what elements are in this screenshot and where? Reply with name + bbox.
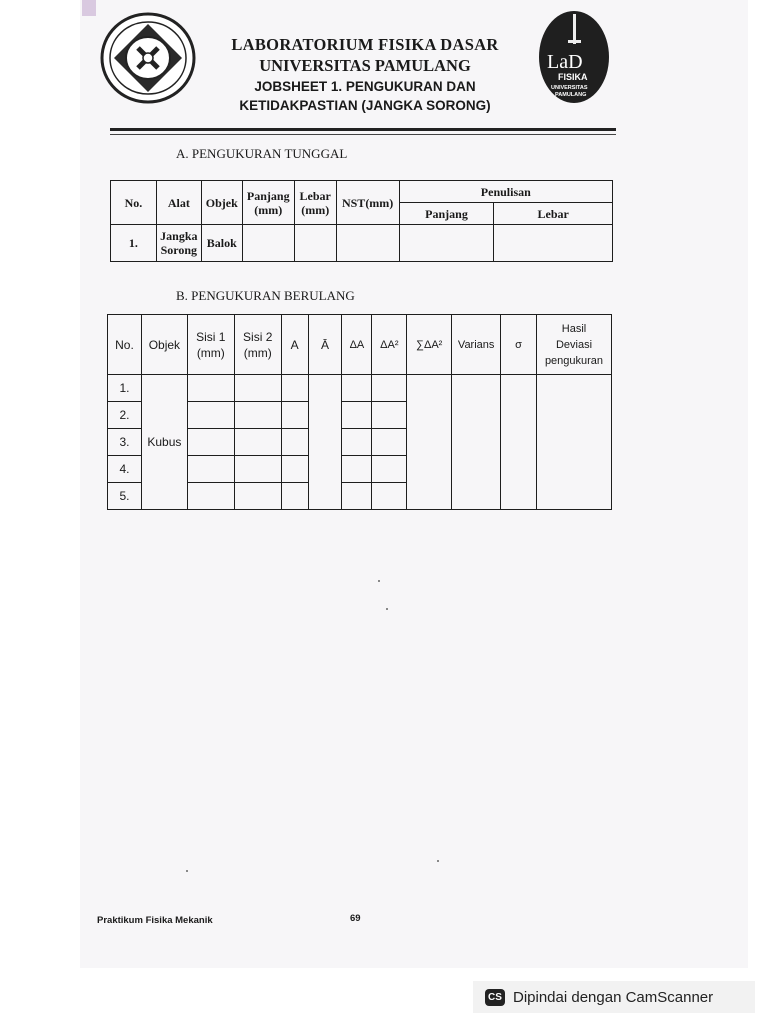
cell-sisi2: [234, 483, 281, 510]
repeated-measurement-table: [107, 314, 612, 510]
header-delta-a: ΔA: [342, 315, 372, 375]
cell-a-bar: [308, 375, 342, 510]
cell-sisi1: [187, 429, 234, 456]
corner-mark: [82, 0, 96, 16]
university-seal-logo: [100, 12, 196, 104]
header-delta-a2: ΔA²: [372, 315, 407, 375]
cell-delta-a: [342, 402, 372, 429]
svg-text:LaD: LaD: [547, 51, 583, 73]
section-b-title: B. PENGUKURAN BERULANG: [176, 288, 355, 303]
cell-sisi1: [187, 456, 234, 483]
header-nst: NST(mm): [336, 181, 399, 225]
header-panjang-mm: Panjang (mm): [242, 181, 294, 225]
header-rule: [110, 128, 616, 131]
header-sigma: σ: [501, 315, 537, 375]
scan-speck: [386, 608, 388, 610]
cell-hasil: [537, 375, 612, 510]
cell-delta-a: [342, 375, 372, 402]
header-penulisan: Penulisan: [399, 181, 612, 203]
cell-panjang: [242, 225, 294, 262]
camscanner-text: Dipindai dengan CamScanner: [513, 988, 714, 1006]
header-a-bar: Ā: [308, 315, 342, 375]
jobsheet-title: JOBSHEET 1. PENGUKURAN DAN: [254, 79, 476, 94]
header-hasil-deviasi: Hasil Deviasi pengukuran: [537, 315, 612, 375]
cell-sisi2: [234, 429, 281, 456]
cell-delta-a2: [372, 429, 407, 456]
cell-delta-a2: [372, 483, 407, 510]
table-row: [111, 225, 613, 262]
camscanner-icon: CS: [485, 989, 505, 1006]
cell-no: 1.: [111, 225, 157, 262]
header-no: No.: [111, 181, 157, 225]
cell-sisi2: [234, 375, 281, 402]
cell-delta-a2: [372, 402, 407, 429]
cell-a: [281, 483, 308, 510]
cell-no: 3.: [108, 429, 142, 456]
section-a-title: A. PENGUKURAN TUNGGAL: [176, 146, 348, 161]
svg-text:FISIKA: FISIKA: [558, 72, 588, 82]
single-measurement-table: [110, 180, 613, 262]
cell-alat: Jangka Sorong: [156, 225, 201, 262]
cell-sisi1: [187, 375, 234, 402]
header-sum-delta-a2: ∑ΔA²: [407, 315, 452, 375]
cell-a: [281, 456, 308, 483]
cell-sisi1: [187, 483, 234, 510]
cell-a: [281, 429, 308, 456]
svg-text:UNIVERSITAS: UNIVERSITAS: [551, 85, 588, 91]
table-row: [108, 375, 612, 402]
cell-penulisan-lebar: [494, 225, 613, 262]
cell-lebar: [294, 225, 336, 262]
cell-sisi1: [187, 402, 234, 429]
cell-objek-kubus: Kubus: [141, 375, 187, 510]
svg-text:PAMULANG: PAMULANG: [555, 92, 587, 98]
header-sisi2: Sisi 2 (mm): [234, 315, 281, 375]
header-penulisan-lebar: Lebar: [494, 203, 613, 225]
cell-no: 4.: [108, 456, 142, 483]
header-alat: Alat: [156, 181, 201, 225]
scan-speck: [378, 580, 380, 582]
cell-delta-a: [342, 483, 372, 510]
cell-nst: [336, 225, 399, 262]
cell-a: [281, 402, 308, 429]
scan-speck: [186, 870, 188, 872]
header-varians: Varians: [452, 315, 501, 375]
cell-no: 1.: [108, 375, 142, 402]
footer-course-name: Praktikum Fisika Mekanik: [97, 915, 213, 926]
cell-sisi2: [234, 456, 281, 483]
header-no: No.: [108, 315, 142, 375]
header-lebar-mm: Lebar (mm): [294, 181, 336, 225]
cell-no: 2.: [108, 402, 142, 429]
camscanner-watermark: [473, 981, 755, 1013]
cell-delta-a: [342, 456, 372, 483]
jobsheet-subtitle: KETIDAKPASTIAN (JANGKA SORONG): [239, 98, 491, 113]
scan-speck: [437, 860, 439, 862]
header-a: A: [281, 315, 308, 375]
header-objek: Objek: [201, 181, 242, 225]
university-name: UNIVERSITAS PAMULANG: [259, 56, 471, 75]
lab-name: LABORATORIUM FISIKA DASAR: [231, 35, 499, 54]
cell-delta-a2: [372, 375, 407, 402]
header-rule-thin: [110, 134, 616, 135]
cell-objek: Balok: [201, 225, 242, 262]
header-penulisan-panjang: Panjang: [399, 203, 494, 225]
cell-sigma: [501, 375, 537, 510]
lab-fisika-logo: [538, 10, 610, 104]
cell-sum-delta-a2: [407, 375, 452, 510]
page-number: 69: [350, 913, 361, 924]
cell-no: 5.: [108, 483, 142, 510]
header-sisi1: Sisi 1 (mm): [187, 315, 234, 375]
header-objek: Objek: [141, 315, 187, 375]
cell-penulisan-panjang: [399, 225, 494, 262]
cell-varians: [452, 375, 501, 510]
cell-sisi2: [234, 402, 281, 429]
cell-delta-a: [342, 429, 372, 456]
cell-a: [281, 375, 308, 402]
cell-delta-a2: [372, 456, 407, 483]
